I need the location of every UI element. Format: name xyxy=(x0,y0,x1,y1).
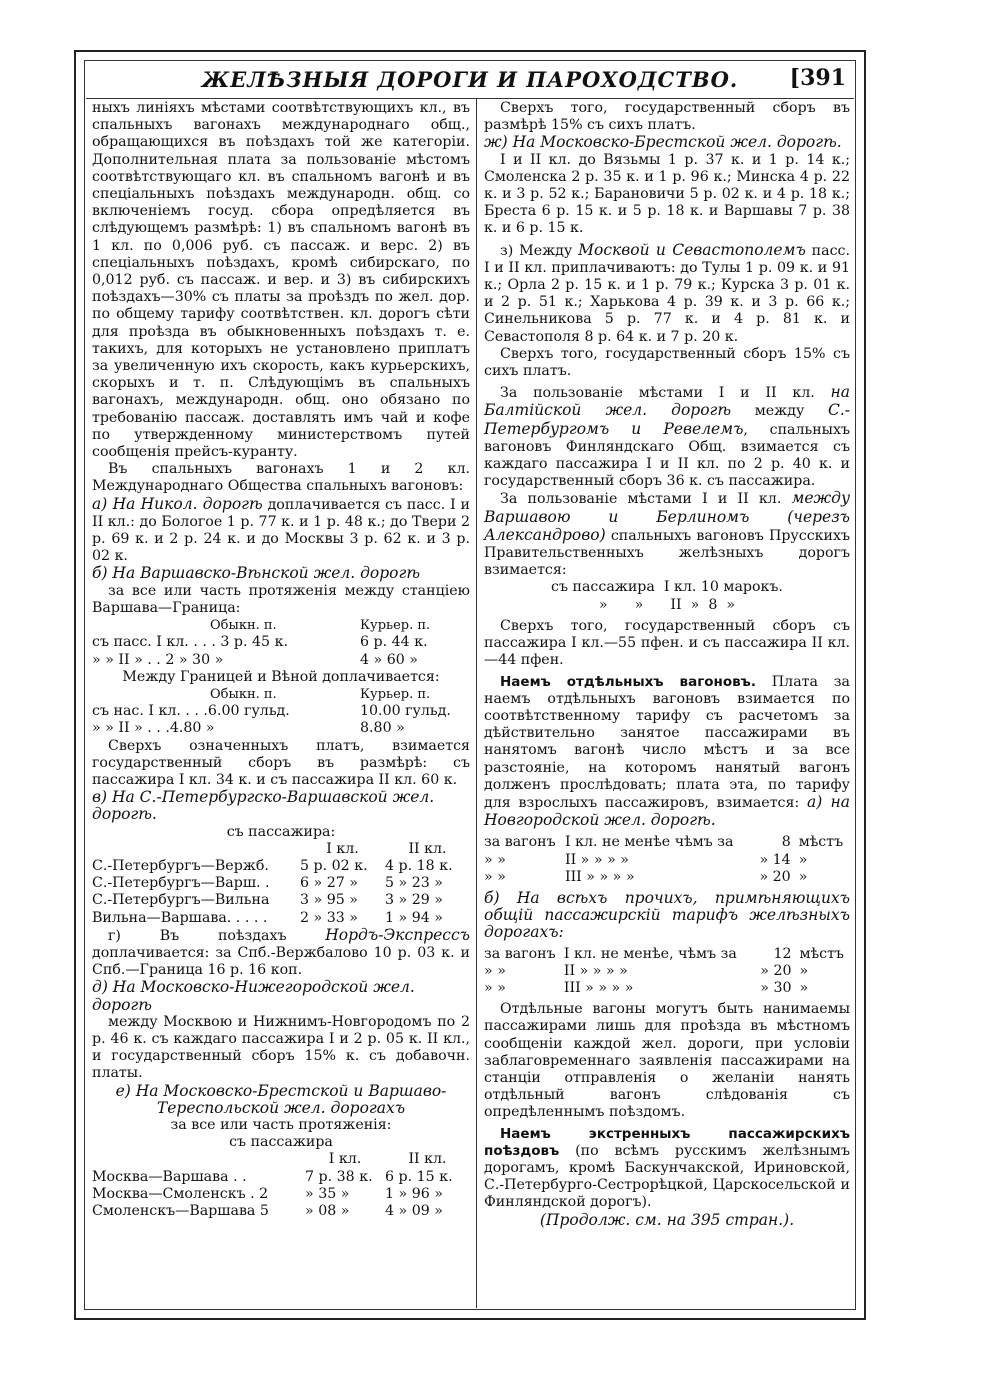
section-heading: ж) На Московско-Брестской жел. дорогѣ. xyxy=(484,133,842,152)
table-row xyxy=(92,910,470,927)
header-rule xyxy=(86,98,854,99)
table-cell: Москва—Варшава . . xyxy=(92,1168,247,1185)
table-cell: III » » » » xyxy=(563,979,634,996)
section-z xyxy=(484,242,850,346)
table-cell: » xyxy=(799,979,809,996)
table-row xyxy=(484,946,850,963)
running-title: ЖЕЛѢЗНЫЯ ДОРОГИ И ПАРОХОДСТВО. xyxy=(201,67,739,92)
table-cell: 6 » 27 » xyxy=(300,875,358,892)
route-name: между Варшавою и Берлиномъ (черезъ Александрово) xyxy=(484,489,850,544)
paragraph-warsaw-berlin xyxy=(484,490,850,579)
table-cell: С.-Петербургъ—Варш. . xyxy=(92,875,270,892)
table-row xyxy=(484,852,850,869)
paragraph: Сверхъ того, государственный сборъ 15% съ сихъ платъ. xyxy=(484,345,850,380)
table-cell: III » » » » xyxy=(564,868,635,885)
table-row xyxy=(92,1203,470,1220)
section-heading: е) На Московско-Брестской и Варшаво-Тереспольской жел. дорогахъ xyxy=(115,1081,447,1117)
table-cell: С.-Петербургъ—Вержб. xyxy=(92,857,269,874)
table-cell: Москва—Смоленскъ . 2 xyxy=(92,1185,269,1202)
paragraph-baltic xyxy=(484,384,850,490)
tariff-table xyxy=(92,617,470,669)
table-cell: 5 » 23 » xyxy=(385,875,443,892)
col-header: II кл. xyxy=(408,1151,447,1168)
section-text: доплачивается съ пасс. I и II кл.: до Бологое 1 р. 77 к. и 1 р. 48 к.; до Твери 2 р. 69 к. и 2 р. 24 к. и до Москвы 3 р. 62 к. и 3 р. 02 к. xyxy=(92,496,470,565)
table-cell: 3 » 95 » xyxy=(300,892,358,909)
table-cell: за вагонъ xyxy=(484,945,556,962)
paragraph: Между Границей и Вѣной доплачивается: xyxy=(122,668,440,685)
table-cell: » » II » . . 2 » 30 » xyxy=(92,651,224,668)
table-row xyxy=(92,858,470,875)
section-g xyxy=(92,927,470,980)
section-heading: б) На Варшавско-Вѣнской жел. дорогѣ xyxy=(92,564,421,583)
paragraph-car-hire xyxy=(484,674,850,831)
railway-name: а) на Новгородской жел. дорогѣ. xyxy=(484,792,850,830)
right-column xyxy=(484,100,850,1229)
paragraph: Сверхъ того, государственный сборъ въ размѣрѣ 15% съ сихъ платъ. xyxy=(484,100,850,134)
car-hire-table xyxy=(484,834,850,886)
table-cell: 4 р. 18 к. xyxy=(385,857,453,874)
col-header: II кл. xyxy=(408,840,447,857)
table-cell: съ нас. I кл. . . .6.00 гульд. xyxy=(92,703,290,720)
page-number: [391 xyxy=(789,65,846,91)
table-cell: » 20 xyxy=(759,868,791,885)
page-header xyxy=(86,63,854,95)
table-cell: II » » » » xyxy=(563,962,628,979)
table-cell: 8 xyxy=(781,834,791,851)
table-row xyxy=(484,869,850,886)
table-cell: 1 » 94 » xyxy=(385,909,443,926)
table-cell: 1 » 96 » xyxy=(385,1185,443,1202)
paragraph-heading: Наемъ экстренныхъ пассажирскихъ поѣздовъ xyxy=(484,1125,850,1159)
table-cell: С.-Петербургъ—Вильна xyxy=(92,892,270,909)
fare-line: » » II » 8 » xyxy=(598,596,736,613)
paragraph: между Москвою и Нижнимъ-Новгородомъ по 2 р. 46 к. съ каждаго пассажира I и 2 р. 05 к. II кл., и государственный сборъ 15% к. съ добавочн. платы. xyxy=(92,1013,470,1082)
table-cell: 6 р. 15 к. xyxy=(385,1168,453,1185)
table-cell: Вильна—Варшава. . . . . xyxy=(92,909,268,926)
table-cell: » 14 xyxy=(759,851,791,868)
left-column xyxy=(92,100,470,1220)
col-header: I кл. xyxy=(328,1151,362,1168)
col-header: Обыкн. п. xyxy=(210,686,277,702)
table-cell: » 35 » xyxy=(305,1185,350,1202)
table-caption: съ пассажира xyxy=(229,1134,333,1151)
table-cell: » xyxy=(799,962,809,979)
route-name: Москвой и Севастополемъ xyxy=(578,240,806,259)
route-name: С.-Петербургомъ и Ревелемъ xyxy=(484,401,850,438)
table-cell: за вагонъ xyxy=(484,834,556,851)
table-cell: съ пасс. I кл. . . . 3 р. 45 к. xyxy=(92,634,288,651)
col-header: I кл. xyxy=(326,840,359,857)
col-header: Курьер. п. xyxy=(360,618,431,634)
table-cell: » xyxy=(798,868,808,885)
table-row xyxy=(92,1186,470,1203)
paragraph: ныхъ линiяхъ мѣстами соотвѣтствующихъ кл., въ спальныхъ вагонахъ международнаго общ., обращающихся въ поѣздахъ той же категорiи. Дополнительная плата за пользованiе мѣстомъ соотвѣтствующаго кл. въ спальномъ вагонѣ и въ спецiальныхъ поѣздахъ международн. общ. со включенiемъ госуд. сбора опредѣляется въ слѣдующемъ размѣрѣ: 1) въ спальномъ вагонѣ въ 1 кл. по 0,006 руб. съ пассаж. и верс. 2) въ спецiальныхъ поѣздахъ, кромѣ сибирскаго, по 0,012 руб. съ пассаж. и вер. и 3) въ сибирскихъ поѣздахъ—30% съ платы за проѣздъ по жел. дор. по общему тарифу соотвѣтствен. кл. дорогъ сѣти для проѣзда въ обыкновенныхъ поѣздахъ т. е. такихъ, для которыхъ не установлено приплатъ за увеличенную ихъ скорость, какъ курьерскихъ, скорыхъ и т. п. Слѣдующiмъ въ спальныхъ вагонахъ, международн. общ. оно обязано по требованiю пассаж. доставлять имъ чай и кофе по утвержденному министерствомъ путей сообщенiя прейсъ-куранту. xyxy=(92,100,470,461)
column-divider xyxy=(476,98,477,1308)
table-cell: II » » » » xyxy=(564,851,629,868)
table-row xyxy=(92,892,470,909)
section-a xyxy=(92,496,470,566)
table-cell: мѣстъ xyxy=(798,834,844,851)
paragraph: Сверхъ означенныхъ платъ, взимается государственный сборъ въ размѣрѣ: съ пассажира I кл. 34 к. и съ пассажира II кл. 60 к. xyxy=(92,737,470,788)
table-cell: » 30 xyxy=(760,979,792,996)
table-caption: съ пассажира: xyxy=(226,823,336,840)
tariff-table xyxy=(92,686,470,738)
table-cell: » 08 » xyxy=(305,1203,350,1219)
table-cell: » 20 xyxy=(760,962,792,979)
table-cell: I кл. не менѣе, чѣмъ за xyxy=(563,945,737,962)
table-cell: » » xyxy=(484,979,506,996)
paragraph-heading: Наемъ отдѣльныхъ вагоновъ. xyxy=(500,673,756,690)
paragraph: за все или часть протяженiя: xyxy=(170,1116,392,1133)
paragraph-text: между xyxy=(731,403,828,420)
table-cell: 8.80 » xyxy=(360,720,405,737)
fare-table xyxy=(92,1151,470,1220)
table-row xyxy=(484,963,850,980)
table-cell: 5 р. 02 к. xyxy=(300,857,368,874)
table-cell: » » xyxy=(484,868,506,885)
table-cell: 4 » 09 » xyxy=(385,1203,443,1219)
car-hire-table xyxy=(484,946,850,998)
table-cell: Смоленскъ—Варшава 5 xyxy=(92,1203,269,1219)
section-text: з) Между xyxy=(500,242,579,259)
train-name: Нордъ-Экспрессъ xyxy=(325,925,470,944)
table-cell: 12 xyxy=(773,945,792,962)
table-row xyxy=(92,875,470,892)
paragraph-special-trains xyxy=(484,1126,850,1212)
paragraph-text: За пользованiе мѣстами I и II кл. xyxy=(500,491,792,508)
section-heading: д) На Московско-Нижегородской жел. дорогѣ xyxy=(92,978,415,1014)
table-row xyxy=(92,1169,470,1186)
section-text: пасс. I и II кл. приплачиваютъ: до Тулы 1 р. 09 к. и 91 к.; Орла 2 р. 15 к. и 1 р. 79 к.; Курска 3 р. 01 к. и 2 р. 51 к.; Харькова 4 р. 39 к. и 3 р. 66 к.; Синельникова 5 р. 77 к. и 4 р. 81 к. и Севастополя 8 р. 64 к. и 7 р. 20 к. xyxy=(484,242,850,345)
table-cell: » xyxy=(798,851,808,868)
section-heading: а) На Никол. дорогѣ xyxy=(92,494,263,513)
paragraph-text: Плата за наемъ отдѣльныхъ вагоновъ взимается по соотвѣтственному тарифу съ расчетомъ за дѣйствительно занятое пассажирами въ нанятомъ вагонѣ число мѣстъ и за все разстоянiе, на которомъ нанятый вагонъ долженъ прослѣдовать; плата эта, по тарифу для взрослыхъ пассажировъ, взимается: xyxy=(484,673,850,811)
paragraph-text: , спальныхъ вагоновъ Финляндскаго Общ. взимается съ каждаго пассажира I и II кл. по 2 р. 40 к. и государственный сборъ 36 к. съ пассажира. xyxy=(484,421,850,490)
continuation-note: (Продолж. см. на 395 стран.). xyxy=(539,1210,795,1229)
paragraph: Отдѣльные вагоны могутъ быть нанимаемы пассажирами лишь для проѣзда въ мѣстномъ сообщенiи каждой жел. дороги, при условiи заблаговременнаго заявленiя пассажирами на станцiи отправленiя о желанiи нанять отдѣльный вагонъ слѣдованiя съ опредѣленнымъ поѣздомъ. xyxy=(484,1001,850,1121)
section-text: г) Въ поѣздахъ xyxy=(108,927,326,944)
table-row xyxy=(484,980,850,997)
paragraph: I и II кл. до Вязьмы 1 р. 37 к. и 1 р. 14 к.; Смоленска 2 р. 35 к. и 1 р. 96 к.; Минска 4 р. 22 к. и 3 р. 52 к.; Барановичи 5 р. 02 к. и 4 р. 18 к.; Бреста 6 р. 15 к. и 5 р. 18 к. и Варшавы 7 р. 38 к. и 6 р. 15 к. xyxy=(484,151,850,237)
table-cell: » » xyxy=(484,962,506,979)
col-header: Курьер. п. xyxy=(360,686,431,702)
railway-name: на Балтiйской жел. дорогѣ xyxy=(484,383,850,420)
table-cell: 3 » 29 » xyxy=(385,892,443,909)
section-heading: б) На всѣхъ прочихъ, примѣняющихъ общiй пассажирскiй тарифъ желѣзныхъ дорогахъ: xyxy=(484,888,850,942)
col-header: Обыкн. п. xyxy=(210,618,277,634)
table-cell: » » xyxy=(484,851,506,868)
paragraph: Сверхъ того, государственный сборъ съ пассажира I кл.—55 пфен. и съ пассажира II кл.—44 пфен. xyxy=(484,617,850,669)
table-cell: 7 р. 38 к. xyxy=(305,1168,373,1185)
table-cell: I кл. не менѣе чѣмъ за xyxy=(564,834,734,851)
paragraph-text: За пользованiе мѣстами I и II кл. xyxy=(500,385,831,402)
table-cell: 4 » 60 » xyxy=(360,651,418,668)
table-cell: » » II » . . .4.80 » xyxy=(92,720,215,737)
section-text: доплачивается: за Спб.-Вержбалово 10 р. 03 к. и Спб.—Граница 16 р. 16 коп. xyxy=(92,944,470,979)
paragraph-text: (по всѣмъ русскимъ желѣзнымъ дорогамъ, кромѣ Баскунчакской, Ириновской, С.-Петербурго-Сестрорѣцкой, Царскосельской и Финляндской дорогъ). xyxy=(484,1142,850,1211)
paragraph: Въ спальныхъ вагонахъ 1 и 2 кл. Международнаго Общества спальныхъ вагоновъ: xyxy=(92,461,470,495)
table-cell: 10.00 гульд. xyxy=(360,703,451,720)
table-cell: 6 р. 44 к. xyxy=(360,634,428,651)
table-cell: мѣстъ xyxy=(799,945,844,962)
paragraph-text: спальныхъ вагоновъ Прусскихъ Правительственныхъ желѣзныхъ дорогъ взимается: xyxy=(484,527,850,579)
table-row xyxy=(484,834,850,851)
table-cell: 2 » 33 » xyxy=(300,909,358,926)
fare-table xyxy=(92,841,470,927)
section-heading: в) На С.-Петербургско-Варшавской жел. дорогѣ. xyxy=(92,788,435,824)
fare-line: съ пассажира I кл. 10 марокъ. xyxy=(551,579,783,596)
paragraph: за все или часть протяженiя между станцiею Варшава—Граница: xyxy=(92,582,470,616)
